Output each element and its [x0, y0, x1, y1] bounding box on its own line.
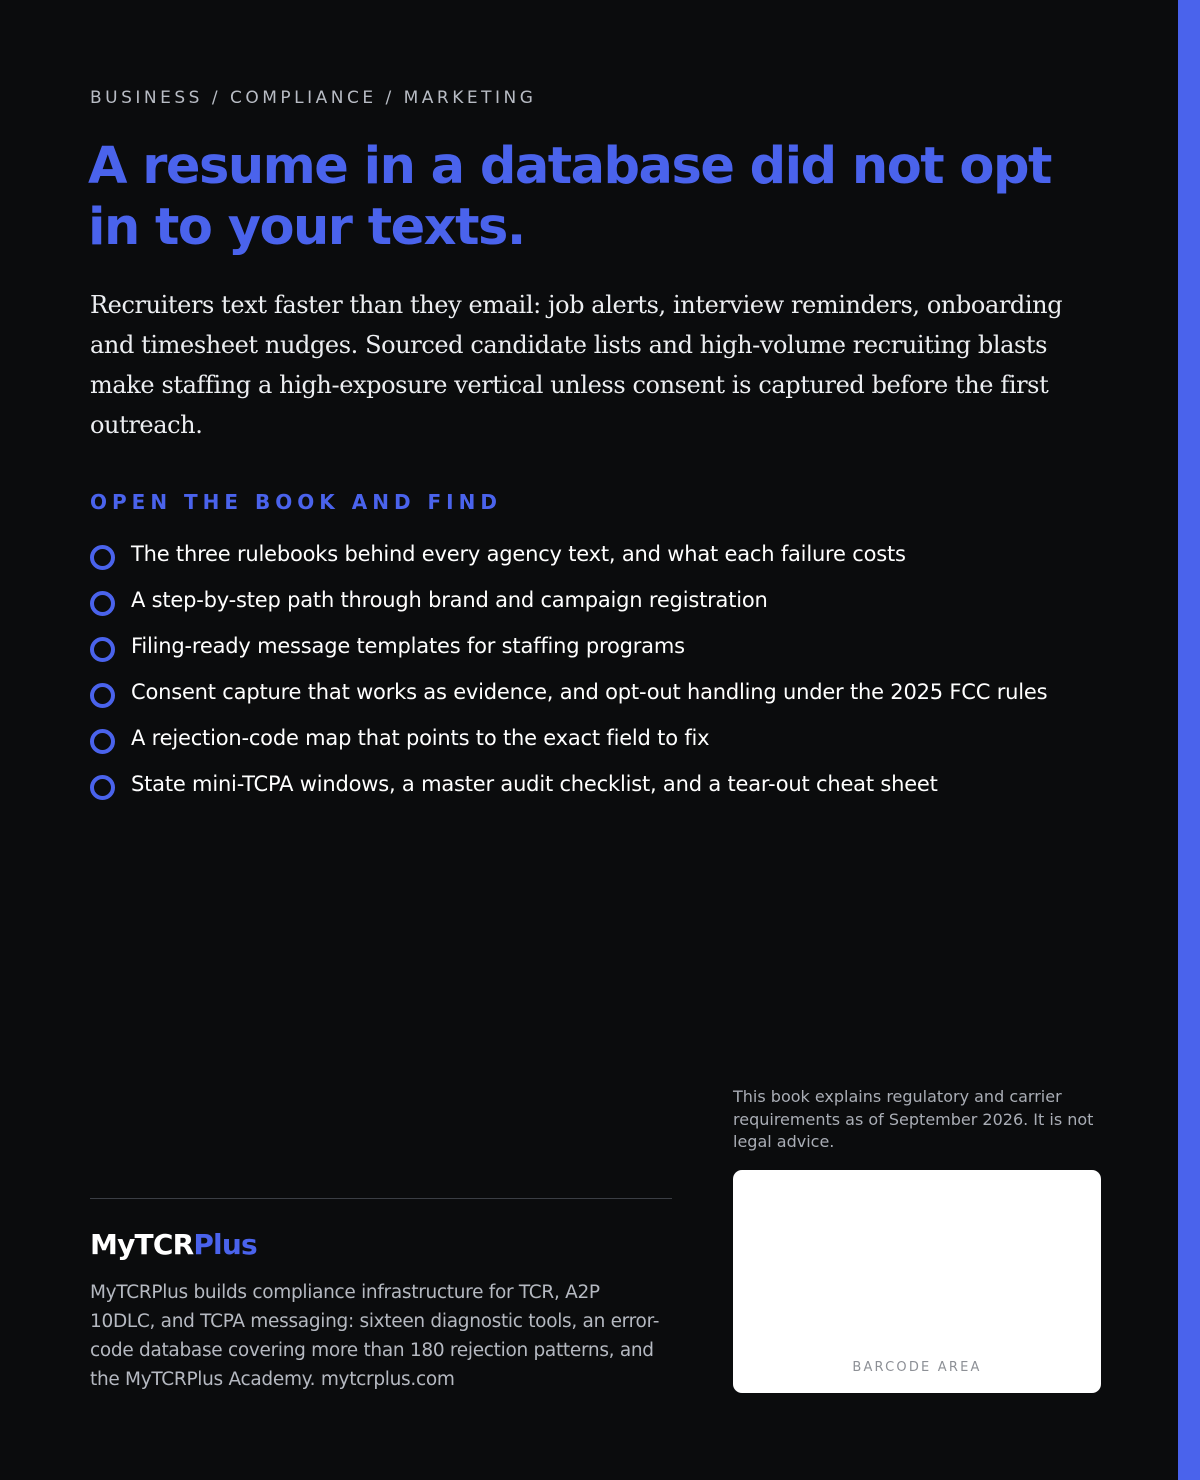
category-breadcrumb: BUSINESS / COMPLIANCE / MARKETING: [90, 88, 537, 108]
ring-icon: [90, 683, 115, 708]
publisher-name-accent: Plus: [193, 1228, 257, 1261]
publisher-name-main: MyTCR: [90, 1228, 194, 1261]
ring-icon: [90, 591, 115, 616]
publisher-logo: [90, 1228, 257, 1261]
headline: A resume in a database did not opt in to your texts.: [88, 137, 1051, 257]
feature-item: [90, 722, 1100, 754]
ring-icon: [90, 545, 115, 570]
ring-icon: [90, 729, 115, 754]
accent-bar: [1178, 0, 1200, 1480]
feature-text: The three rulebooks behind every agency text, and what each failure costs: [131, 542, 906, 566]
feature-text: A rejection-code map that points to the exact field to fix: [131, 726, 710, 750]
divider: [90, 1198, 672, 1199]
feature-text: A step-by-step path through brand and campaign registration: [131, 588, 768, 612]
feature-item: [90, 584, 1100, 616]
feature-item: [90, 676, 1100, 708]
barcode-label: BARCODE AREA: [852, 1360, 982, 1375]
barcode-area: [733, 1170, 1101, 1393]
intro-paragraph: Recruiters text faster than they email: job alerts, interview reminders, onboarding and timesheet nudges. Sourced candidate lists and high-volume recruiting blasts make staffing a high-exposure vertical unless consent is captured before the first outreach.: [90, 291, 1063, 439]
ring-icon: [90, 637, 115, 662]
feature-text: Consent capture that works as evidence, and opt-out handling under the 2025 FCC rules: [131, 680, 1048, 704]
publisher-description: MyTCRPlus builds compliance infrastructure for TCR, A2P 10DLC, and TCPA messaging: sixteen diagnostic tools, an error-code database covering more than 180 rejection patterns, and the MyTCRPlus Academy. mytcrplus.com: [90, 1282, 660, 1390]
feature-text: State mini-TCPA windows, a master audit checklist, and a tear-out cheat sheet: [131, 772, 938, 796]
feature-item: [90, 538, 1100, 570]
feature-text: Filing-ready message templates for staffing programs: [131, 634, 685, 658]
features-heading: OPEN THE BOOK AND FIND: [90, 490, 502, 514]
ring-icon: [90, 775, 115, 800]
feature-list: [90, 538, 1100, 814]
legal-disclaimer: This book explains regulatory and carrier requirements as of September 2026. It is not legal advice.: [733, 1087, 1094, 1151]
feature-item: [90, 768, 1100, 800]
feature-item: [90, 630, 1100, 662]
